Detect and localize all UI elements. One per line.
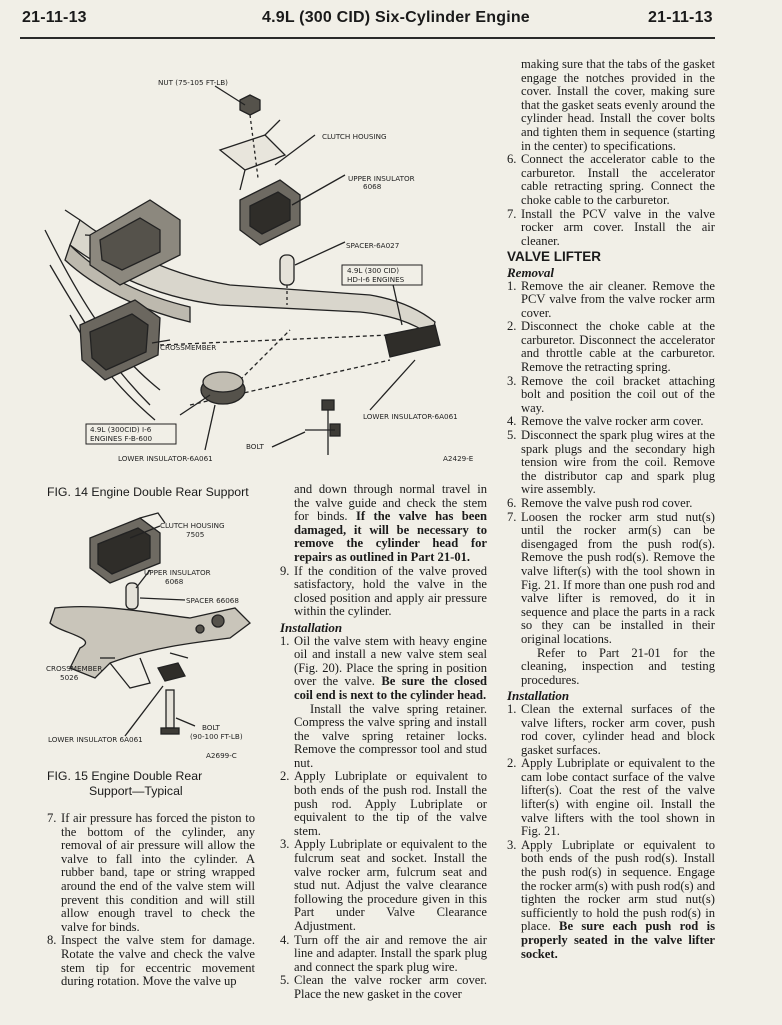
label-nut: NUT (75-105 FT-LB) [158, 78, 228, 87]
fig15-label-crossmember-num: 5026 [60, 673, 79, 682]
list-item: 2. Apply Lubriplate or equivalent to both ends of the push rod. Install the push rod. Apply Lubriplate or equivalent to the tip of the valve stem. [280, 769, 487, 838]
label-clutch-housing: CLUTCH HOUSING [322, 132, 387, 141]
fig15-label-bolt-torque: (90-100 FT-LB) [190, 732, 243, 741]
figure-15-diagram [40, 508, 280, 762]
list-item: 4. Remove the valve rocker arm cover. [507, 414, 704, 429]
page-title: 4.9L (300 CID) Six-Cylinder Engine [262, 9, 530, 26]
figure-14-diagram [40, 60, 490, 470]
list-item: 6. Remove the valve push rod cover. [507, 496, 693, 510]
fig15-label-bolt: BOLT [202, 723, 220, 732]
list-item: 3. Apply Lubriplate or equivalent to both ends of the push rod(s). Install the push rod(s) in sequence. Engage the rocker arm(s) with push rod(s) and tighten the rocker arm stud nut(s) sufficiently to hold the push rod(s) in place. Be sure each push rod is properly seated in the valve lifter socket. [507, 837, 715, 961]
label-bolt: BOLT [246, 442, 264, 451]
column-1-text [47, 812, 255, 989]
label-fig14-code: A2429-E [443, 454, 474, 463]
header-rule [20, 37, 715, 39]
subheading-removal: Removal [507, 264, 554, 280]
label-lower-insulator-bottom: LOWER INSULATOR-6A061 [118, 454, 213, 463]
list-item: 6. Connect the accelerator cable to the carburetor. Install the accelerator cable retracting spring. Connect the choke cable to the carburetor. [507, 152, 715, 207]
list-item: 7. Loosen the rocker arm stud nut(s) until the rocker arm(s) can be disengaged from the push rod(s). Remove the push rod(s). Remove the valve lifter(s) with the tool shown in Fig. 21. If more than one push rod and valve lifter is removed, do it in sequence and place the parts in a rack so they can be installed in their original locations. [507, 509, 715, 646]
fig15-label-lower-insulator: LOWER INSULATOR 6A061 [48, 735, 143, 744]
label-engine-box-1: 4.9L (300 CID) [347, 266, 400, 275]
fig15-label-clutch-housing: CLUTCH HOUSING [160, 521, 225, 530]
fig15-label-code: A2699-C [206, 751, 237, 760]
label-engine-box-2: HD-I-6 ENGINES [347, 275, 405, 284]
column-3-text [507, 58, 715, 961]
subheading-installation-2: Installation [507, 688, 570, 704]
column-2-text [280, 483, 487, 1002]
paragraph: and down through normal travel in the valve guide and check the stem for binds. If the valve has been damaged, it will be necessary to remove the cylinder head for repairs as outlined in Part 21-01. [294, 482, 487, 564]
fig15-label-clutch-housing-num: 7505 [186, 530, 205, 539]
list-item: 2. Disconnect the choke cable at the carburetor. Disconnect the accelerator and throttle cable at the carburetor. Remove the retracting spring. [507, 319, 715, 375]
list-item: 8. Inspect the valve stem for damage. Rotate the valve and check the valve stem tip for eccentric movement during rotation. Move the valve up [47, 933, 255, 989]
label-spacer: SPACER-6A027 [346, 241, 400, 250]
paragraph-refer: Refer to Part 21-01 for the cleaning, inspection and testing procedures. [521, 645, 715, 687]
label-engine-box-left-2: ENGINES F-B-600 [90, 434, 153, 443]
fig15-label-upper-insulator-num: 6068 [165, 577, 184, 586]
list-item: 7. Install the PCV valve in the valve rocker arm cover. Install the air cleaner. [507, 206, 715, 248]
fig15-label-upper-insulator: UPPER INSULATOR [144, 568, 211, 577]
list-item: 4. Turn off the air and remove the air line and adapter. Install the spark plug and connect the spark plug wire. [280, 932, 487, 974]
label-upper-insulator: UPPER INSULATOR [348, 174, 415, 183]
paragraph: Install the valve spring retainer. Compress the valve spring and install the valve spring retainer locks. Remove the compressor tool and stud nut. [294, 701, 487, 770]
page-number-left: 21-11-13 [22, 9, 87, 26]
figure-15-caption-line-1: FIG. 15 Engine Double Rear [47, 769, 203, 783]
list-item: 5. Clean the valve rocker arm cover. Place the new gasket in the cover [280, 973, 487, 1001]
fig15-label-spacer: SPACER 66068 [186, 596, 239, 605]
page-number-right: 21-11-13 [648, 9, 713, 26]
section-heading-valve-lifter: VALVE LIFTER [507, 249, 601, 265]
list-item: 9. If the condition of the valve proved satisfactory, hold the valve in the closed position and apply air pressure within the cylinder. [280, 563, 487, 619]
label-engine-box-left-1: 4.9L (300CID) I-6 [90, 425, 152, 434]
list-item: 1. Clean the external surfaces of the valve lifters, rocker arm cover, push rod cover, cylinder head and block gasket surfaces. [507, 701, 715, 757]
list-item: 3. Apply Lubriplate or equivalent to the fulcrum seat and socket. Install the valve rocker arm, fulcrum seat and stud nut. Adjust the valve clearance following the procedure given in this Part under Valve Clearance Adjustment. [280, 837, 487, 933]
list-item: 3. Remove the coil bracket attaching bolt and position the coil out of the way. [507, 373, 715, 415]
label-upper-insulator-num: 6068 [363, 182, 382, 191]
list-item: 2. Apply Lubriplate or equivalent to the cam lobe contact surface of the valve lifter(s). Coat the rest of the valve lifter(s) with engine oil. Install the valve lifters with the tool shown in Fig. 21. [507, 756, 715, 839]
figure-15-caption-line-2: Support—Typical [89, 784, 183, 798]
list-item: 1. Remove the air cleaner. Remove the PCV valve from the valve rocker arm cover. [507, 278, 715, 320]
label-lower-insulator-right: LOWER INSULATOR-6A061 [363, 412, 458, 421]
figure-14-caption: FIG. 14 Engine Double Rear Support [47, 485, 249, 499]
list-item: 5. Disconnect the spark plug wires at the spark plugs and the secondary high tension wire from the coil. Remove the distributor cap and spark plug wire assembly. [507, 428, 715, 497]
subheading-installation: Installation [280, 619, 343, 635]
list-item: 1. Oil the valve stem with heavy engine oil and install a new valve stem seal (Fig. 20). Place the spring in position over the valve. Be sure the closed coil end is next to the cylinder head. [280, 633, 487, 702]
label-crossmember: CROSSMEMBER [160, 343, 217, 352]
list-item: 7. If air pressure has forced the piston to the bottom of the cylinder, any removal of air pressure will allow the valve to fall into the cylinder. A rubber band, tape or string wrapped around the end of the valve stem will prevent this condition and will still allow enough travel to check the valve for binds. [47, 811, 255, 934]
fig15-label-crossmember: CROSSMEMBER [46, 664, 103, 673]
paragraph: making sure that the tabs of the gasket engage the notches provided in the cover. Install the cover, making sure that the gasket seats evenly around the cylinder head. Install the cover bolts and tighten them in sequence (starting in the center) to specifications. [521, 57, 715, 153]
figure-15-caption [47, 769, 202, 799]
